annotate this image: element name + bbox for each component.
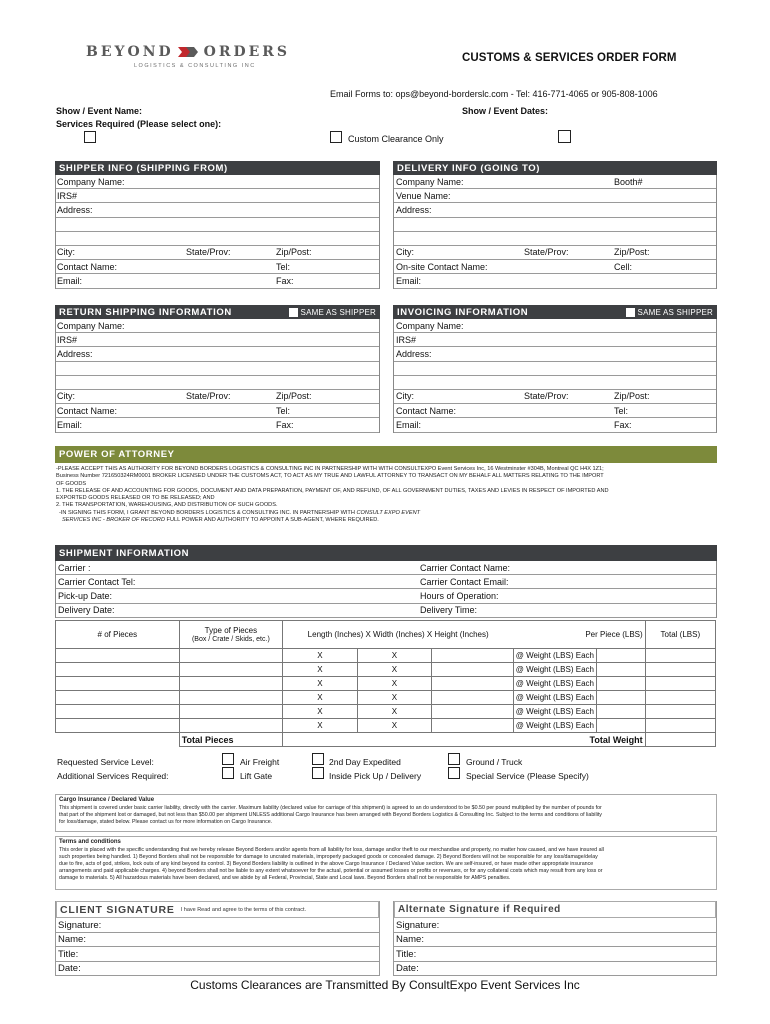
x-mark: X [357, 649, 432, 663]
client-name-field[interactable]: Name: [56, 933, 379, 948]
shipper-address-line[interactable] [56, 218, 379, 232]
shipper-info-section [55, 161, 380, 289]
form-title: CUSTOMS & SERVICES ORDER FORM [462, 52, 677, 64]
carrier-tel-label: Carrier Contact Tel: [58, 576, 136, 587]
x-mark: X [283, 719, 358, 733]
client-signature-section [55, 901, 380, 976]
weight-each-label: @ Weight (LBS) Each [513, 705, 596, 719]
delivery-address-line[interactable] [394, 232, 716, 246]
table-row[interactable] [56, 705, 716, 719]
shipper-tel-label: Tel: [276, 261, 291, 272]
delivery-email-label: Email: [396, 275, 422, 286]
terms-line: due to fire, acts of god, strikes, lock outs of any kind beyond its control. 3) Beyond Borders liability is outlined in the above Cargo Insurance / Declared Value section. We are self-insured, or have made other appropriate insurance [59, 861, 594, 867]
return-shipping-section [55, 305, 380, 433]
shipper-address-line[interactable] [56, 232, 379, 246]
carrier-contact-name-label: Carrier Contact Name: [420, 562, 511, 573]
delivery-onsite-label: On-site Contact Name: [396, 261, 488, 272]
client-date-field[interactable]: Date: [56, 962, 379, 977]
delivery-city-label: City: [396, 247, 414, 258]
air-freight-checkbox[interactable] [222, 753, 234, 765]
services-required-label: Services Required (Please select one): [56, 119, 222, 129]
poa-line: -PLEASE ACCEPT THIS AS AUTHORITY FOR BEYOND BORDERS LOGISTICS & CONSULTING INC IN PARTNERSHIP WITH WITH CONSULTEXPO Event Services Inc, 16 Westminster #304B, Montreal QC H4X 1Z1; [56, 466, 604, 472]
shipment-title: SHIPMENT INFORMATION [59, 547, 190, 559]
col-type-subtitle: (Box / Crate / Skids, etc.) [191, 635, 270, 643]
client-signature-title: CLIENT SIGNATURE [60, 903, 175, 916]
weight-each-label: @ Weight (LBS) Each [513, 691, 596, 705]
return-zip-label: Zip/Post: [276, 391, 312, 402]
invoicing-state-label: State/Prov: [524, 391, 569, 402]
poa-line [56, 510, 716, 517]
table-row[interactable] [56, 719, 716, 733]
carrier-label: Carrier : [58, 562, 91, 573]
return-state-label: State/Prov: [186, 391, 231, 402]
delivery-info-title: DELIVERY INFO (GOING TO) [397, 162, 541, 174]
invoicing-same-as-shipper-checkbox[interactable] [626, 308, 635, 317]
delivery-address-label: Address: [396, 204, 432, 215]
return-shipping-title: RETURN SHIPPING INFORMATION [59, 306, 232, 318]
invoicing-title: INVOICING INFORMATION [397, 306, 529, 318]
second-day-label: 2nd Day Expedited [329, 757, 401, 767]
company-logo [86, 44, 336, 74]
x-mark: X [357, 677, 432, 691]
client-signature-field[interactable]: Signature: [56, 918, 379, 933]
logo-text-beyond: BEYOND [86, 44, 174, 60]
alternate-name-field[interactable]: Name: [394, 933, 716, 948]
return-address-label: Address: [57, 348, 93, 359]
poa-italic-span: SERVICES INC - BROKER OF RECORD [62, 517, 165, 524]
footer-note: Customs Clearances are Transmitted By ConsultExpo Event Services Inc [190, 978, 580, 992]
col-pieces-header: # of Pieces [56, 621, 180, 649]
terms-title: Terms and conditions [59, 839, 121, 845]
alternate-signature-section [393, 901, 717, 976]
hours-of-operation-label: Hours of Operation: [420, 590, 499, 601]
invoicing-address-line[interactable] [394, 376, 716, 390]
special-service-label: Special Service (Please Specify) [466, 771, 589, 781]
weight-each-label: @ Weight (LBS) Each [513, 677, 596, 691]
cargo-line: for loss/damage, stated below. Please contact us for more information on Cargo Insurance. [59, 819, 273, 825]
poa-line: Business Number 721650324RM0001 BROKER LICENSED UNDER THE CUSTOMS ACT, TO ACT AS MY TRUE AND LAWFUL ATTORNEY TO TRANSACT ON MY BEHALF ALL MATTERS RELATING TO THE IMPORT [56, 473, 604, 480]
invoicing-fax-label: Fax: [614, 419, 632, 430]
custom-clearance-checkbox[interactable] [330, 131, 342, 143]
alternate-signature-title: Alternate Signature if Required [398, 904, 561, 915]
delivery-cell-label: Cell: [614, 261, 633, 272]
alternate-title-field[interactable]: Title: [394, 947, 716, 962]
x-mark: X [283, 663, 358, 677]
logo-text-orders: ORDERS [203, 44, 291, 60]
return-email-label: Email: [57, 419, 83, 430]
poa-line [56, 517, 716, 524]
x-mark: X [283, 677, 358, 691]
air-freight-label: Air Freight [240, 757, 280, 767]
shipper-zip-label: Zip/Post: [276, 247, 312, 258]
terms-line: damage to materials. 5) All hazardous materials have been declared, and we abide by all Federal, Provincial, State and Local laws. Beyond Borders shall not be responsible for AMPS penalties. [59, 875, 511, 881]
poa-title: POWER OF ATTORNEY [59, 449, 175, 460]
poa-line: 2. THE TRANSPORTATION, WAREHOUSING, AND DISTRIBUTION OF SUCH GOODS. [56, 502, 278, 509]
contact-line: Email Forms to: ops@beyond-borderslc.com - Tel: 416-771-4065 or 905-808-1006 [330, 89, 658, 99]
total-pieces-label: Total Pieces [179, 733, 282, 747]
table-row[interactable] [56, 677, 716, 691]
inside-pickup-label: Inside Pick Up / Delivery [329, 771, 422, 781]
table-header-row [56, 621, 716, 649]
weight-each-label: @ Weight (LBS) Each [513, 719, 596, 733]
poa-line: OF GOODS [56, 480, 87, 487]
ground-truck-label: Ground / Truck [466, 757, 523, 767]
invoicing-address-line[interactable] [394, 362, 716, 376]
table-row[interactable] [56, 691, 716, 705]
table-row[interactable] [56, 663, 716, 677]
terms-line: arrangements and paid applicable charges. 4) beyond Borders shall not be liable to any extent whatsoever for the actual, potential or assumed losses or profits or revenues, or for any collateral costs which may result from any loss or [59, 868, 603, 874]
invoicing-contact-label: Contact Name: [396, 405, 457, 416]
shipper-contact-label: Contact Name: [57, 261, 118, 272]
power-of-attorney-section [55, 446, 717, 524]
return-contact-label: Contact Name: [57, 405, 118, 416]
show-event-name-label: Show / Event Name: [56, 106, 143, 116]
second-day-checkbox[interactable] [312, 753, 324, 765]
poa-body [55, 463, 717, 524]
x-mark: X [283, 691, 358, 705]
totals-row [56, 733, 716, 747]
return-tel-label: Tel: [276, 405, 291, 416]
shipper-company-label: Company Name: [57, 176, 125, 187]
poa-text-span: FULL POWER AND AUTHORITY TO APPOINT A SUB-AGENT, WHERE REQUIRED. [164, 517, 379, 524]
x-mark: X [357, 691, 432, 705]
x-mark: X [283, 705, 358, 719]
delivery-address-line[interactable] [394, 218, 716, 232]
invoicing-irs-label: IRS# [396, 334, 417, 345]
client-signature-note: I have Read and agree to the terms of this contract. [180, 906, 307, 913]
x-mark: X [357, 719, 432, 733]
return-fax-label: Fax: [276, 419, 294, 430]
carrier-email-label: Carrier Contact Email: [420, 576, 509, 587]
shipment-section [55, 545, 717, 618]
services-checkbox-1[interactable] [84, 131, 96, 143]
delivery-date-label: Delivery Date: [58, 605, 115, 616]
x-mark: X [283, 649, 358, 663]
col-dims-header: Length (Inches) X Width (Inches) X Height (Inches) [283, 621, 514, 649]
invoicing-company-label: Company Name: [396, 320, 464, 331]
lift-gate-checkbox[interactable] [222, 767, 234, 779]
return-same-as-shipper-checkbox[interactable] [289, 308, 298, 317]
return-company-label: Company Name: [57, 320, 125, 331]
custom-clearance-label: Custom Clearance Only [348, 134, 444, 144]
cargo-line: This shipment is covered under basic carrier liability, directly with the carrier. Maximum liability (declared value for carriage of this shipment) is agreed to an do understood to be $0.50 per pound multiplied by the number of pounds for [59, 805, 602, 811]
total-weight-field[interactable] [645, 733, 715, 747]
cargo-insurance-title: Cargo Insurance / Declared Value [59, 797, 155, 803]
cargo-insurance-box [55, 794, 717, 832]
terms-line: This order is placed with the specific understanding that we hereby release Beyond Borders and/or agents from all liability for loss, damage and/or theft to our merchandise and property, no matter how caused, and we have insured all [59, 847, 604, 853]
pickup-date-label: Pick-up Date: [58, 590, 113, 601]
total-weight-label: Total Weight [283, 733, 646, 747]
shipper-city-label: City: [57, 247, 75, 258]
poa-line: EXPORTED GOODS RELEASED OR TO BE RELEASED; AND [56, 495, 215, 502]
delivery-info-section [393, 161, 717, 289]
shipper-fax-label: Fax: [276, 275, 294, 286]
special-service-checkbox[interactable] [448, 767, 460, 779]
logo-subtitle: LOGISTICS & CONSULTING INC [134, 63, 256, 69]
shipper-address-label: Address: [57, 204, 93, 215]
delivery-state-label: State/Prov: [524, 247, 569, 258]
return-irs-label: IRS# [57, 334, 78, 345]
return-city-label: City: [57, 391, 75, 402]
terms-box [55, 836, 717, 890]
poa-text-span: -IN SIGNING THIS FORM, I GRANT BEYOND BORDERS LOGISTICS & CONSULTING INC. IN PARTNERSHIP WITH [59, 509, 357, 516]
alternate-date-field[interactable]: Date: [394, 962, 716, 977]
col-per-piece-header: Per Piece (LBS) [513, 621, 645, 649]
delivery-venue-label: Venue Name: [396, 190, 451, 201]
lift-gate-label: Lift Gate [240, 771, 273, 781]
shipper-info-title: SHIPPER INFO (SHIPPING FROM) [59, 162, 228, 174]
invoicing-email-label: Email: [396, 419, 422, 430]
additional-services-label: Additional Services Required: [57, 771, 169, 781]
invoicing-tel-label: Tel: [614, 405, 629, 416]
return-address-line[interactable] [56, 376, 379, 390]
invoicing-address-label: Address: [396, 348, 432, 359]
shipper-state-label: State/Prov: [186, 247, 231, 258]
col-type-header [179, 621, 282, 649]
x-mark: X [357, 663, 432, 677]
invoicing-city-label: City: [396, 391, 414, 402]
poa-line: 1. THE RELEASE OF AND ACCOUNTING FOR GOODS, DOCUMENT AND DATA PREPARATION, PAYMENT OF, AND REFUND, OF ALL GOVERNMENT DUTIES, TAXES AND LEVIES IN RESPECT OF IMPORTED AND [56, 487, 609, 494]
weight-each-label: @ Weight (LBS) Each [513, 649, 596, 663]
ground-truck-checkbox[interactable] [448, 753, 460, 765]
pieces-table [55, 620, 716, 747]
cargo-line: that part of the shipment lost or damaged, but not less than $50.00 per shipment UNLESS additional Cargo Insurance has been arranged with Beyond Borders Logistics & Consulting Inc. Subject to the terms and conditions of liability [59, 812, 602, 818]
services-checkbox-3[interactable] [558, 130, 571, 143]
show-event-dates-label: Show / Event Dates: [462, 106, 549, 116]
delivery-time-label: Delivery Time: [420, 605, 478, 616]
return-same-as-shipper-label: SAME AS SHIPPER [300, 307, 376, 317]
inside-pickup-checkbox[interactable] [312, 767, 324, 779]
table-row[interactable] [56, 649, 716, 663]
col-total-header: Total (LBS) [645, 621, 715, 649]
col-type-title: Type of Pieces [204, 625, 258, 635]
terms-line: such properties being handled. 1) Beyond Borders shall not be responsible for damage to uncrated materials, improperly packaged goods or concealed damage. 2) Beyond Borders will not be responsible for any loss/damage/delay [59, 854, 598, 860]
alternate-signature-field[interactable]: Signature: [394, 918, 716, 933]
weight-each-label: @ Weight (LBS) Each [513, 663, 596, 677]
requested-service-label: Requested Service Level: [57, 757, 154, 767]
logo-arrow-icon [178, 45, 200, 59]
return-address-line[interactable] [56, 362, 379, 376]
delivery-booth-label: Booth# [614, 176, 643, 187]
shipper-irs-label: IRS# [57, 190, 78, 201]
invoicing-same-as-shipper-label: SAME AS SHIPPER [637, 307, 713, 317]
x-mark: X [357, 705, 432, 719]
delivery-zip-label: Zip/Post: [614, 247, 650, 258]
delivery-company-label: Company Name: [396, 176, 464, 187]
shipper-email-label: Email: [57, 275, 83, 286]
invoicing-zip-label: Zip/Post: [614, 391, 650, 402]
poa-italic-span: CONSULT EXPO EVENT [356, 509, 421, 516]
client-title-field[interactable]: Title: [56, 947, 379, 962]
invoicing-section [393, 305, 717, 433]
